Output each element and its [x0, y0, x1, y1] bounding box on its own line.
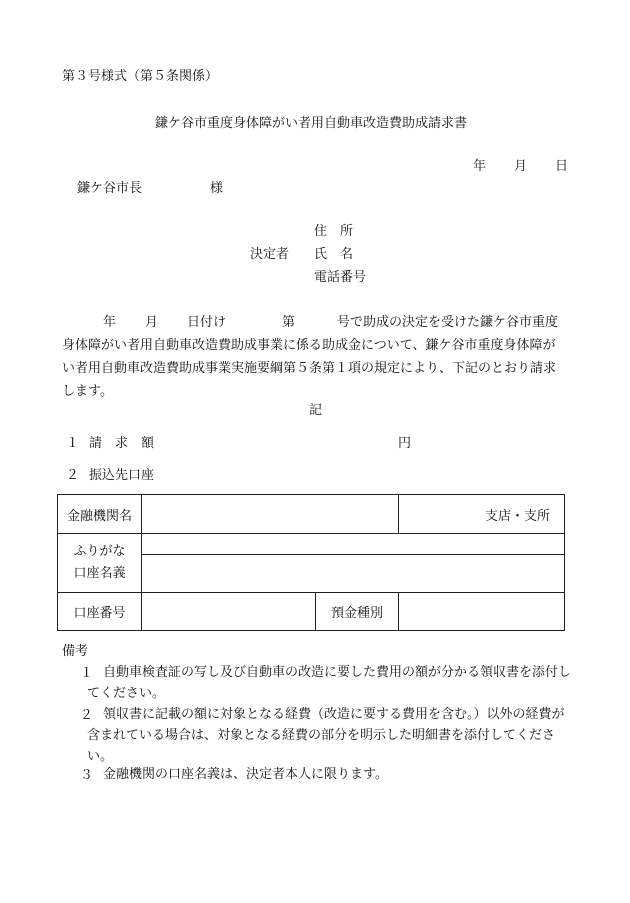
note2-text: 領収書に記載の額に対象となる経費（改造に要する費用を含む。）以外の経費が含まれている場合は、対象となる経費の部分を明示した明細書を添付してください。 — [87, 707, 565, 764]
bank-name-label: 金融機関名 — [58, 495, 142, 534]
body-year: 年 — [103, 315, 117, 330]
account-number-field[interactable] — [142, 593, 316, 631]
name-label: 氏 名 — [314, 247, 354, 262]
item1-label: 請 求 額 — [89, 436, 155, 451]
bank-account-table — [57, 494, 565, 631]
note3-number: ３ — [80, 768, 94, 783]
address-label: 住 所 — [314, 224, 354, 239]
furigana-field[interactable] — [142, 534, 565, 555]
remarks-heading: 備考 — [62, 644, 89, 659]
body-month: 月 — [145, 315, 159, 330]
date-year: 年 — [473, 159, 487, 174]
form-number: 第３号様式（第５条関係） — [62, 69, 219, 84]
item2-label: 振込先口座 — [89, 468, 155, 483]
applicant-role-label: 決定者 — [250, 247, 290, 262]
note1-number: １ — [80, 666, 94, 681]
item2-number: ２ — [66, 468, 80, 483]
bank-name-field[interactable] — [142, 495, 399, 534]
body-line1-rest: 号で助成の決定を受けた鎌ケ谷市重度 — [337, 315, 559, 330]
note2-number: ２ — [80, 708, 94, 723]
body-line2: 身体障がい者用自動車改造費助成事業に係る助成金について、鎌ケ谷市重度身体障が — [62, 338, 556, 353]
document-title: 鎌ケ谷市重度身体障がい者用自動車改造費助成請求書 — [155, 116, 468, 131]
item1-number: １ — [66, 436, 80, 451]
body-line4: します。 — [62, 384, 113, 399]
deposit-type-field[interactable] — [399, 593, 565, 631]
account-holder-label: 口座名義 — [73, 566, 126, 581]
deposit-type-label: 預金種別 — [316, 593, 399, 631]
body-line3: い者用自動車改造費助成事業実施要綱第５条第１項の規定により、下記のとおり請求 — [62, 361, 557, 376]
date-day: 日 — [555, 159, 569, 174]
account-number-label: 口座番号 — [58, 593, 142, 631]
account-holder-field[interactable] — [142, 555, 565, 593]
body-no: 第 — [282, 315, 296, 330]
body-day: 日付け — [187, 315, 227, 330]
ki-heading: 記 — [309, 403, 323, 418]
branch-label: 支店・支所 — [399, 495, 565, 534]
item1-unit: 円 — [398, 436, 412, 451]
account-holder-label-cell — [58, 534, 142, 593]
date-month: 月 — [514, 159, 528, 174]
phone-label: 電話番号 — [314, 270, 367, 285]
addressee-name: 鎌ケ谷市長 — [77, 181, 143, 196]
addressee-honorific: 様 — [210, 181, 224, 196]
note1-text: 自動車検査証の写し及び自動車の改造に要した費用の額が分かる領収書を添付してください。 — [87, 665, 572, 701]
note3-text: 金融機関の口座名義は、決定者本人に限ります。 — [103, 767, 388, 782]
furigana-label: ふりがな — [73, 544, 126, 559]
